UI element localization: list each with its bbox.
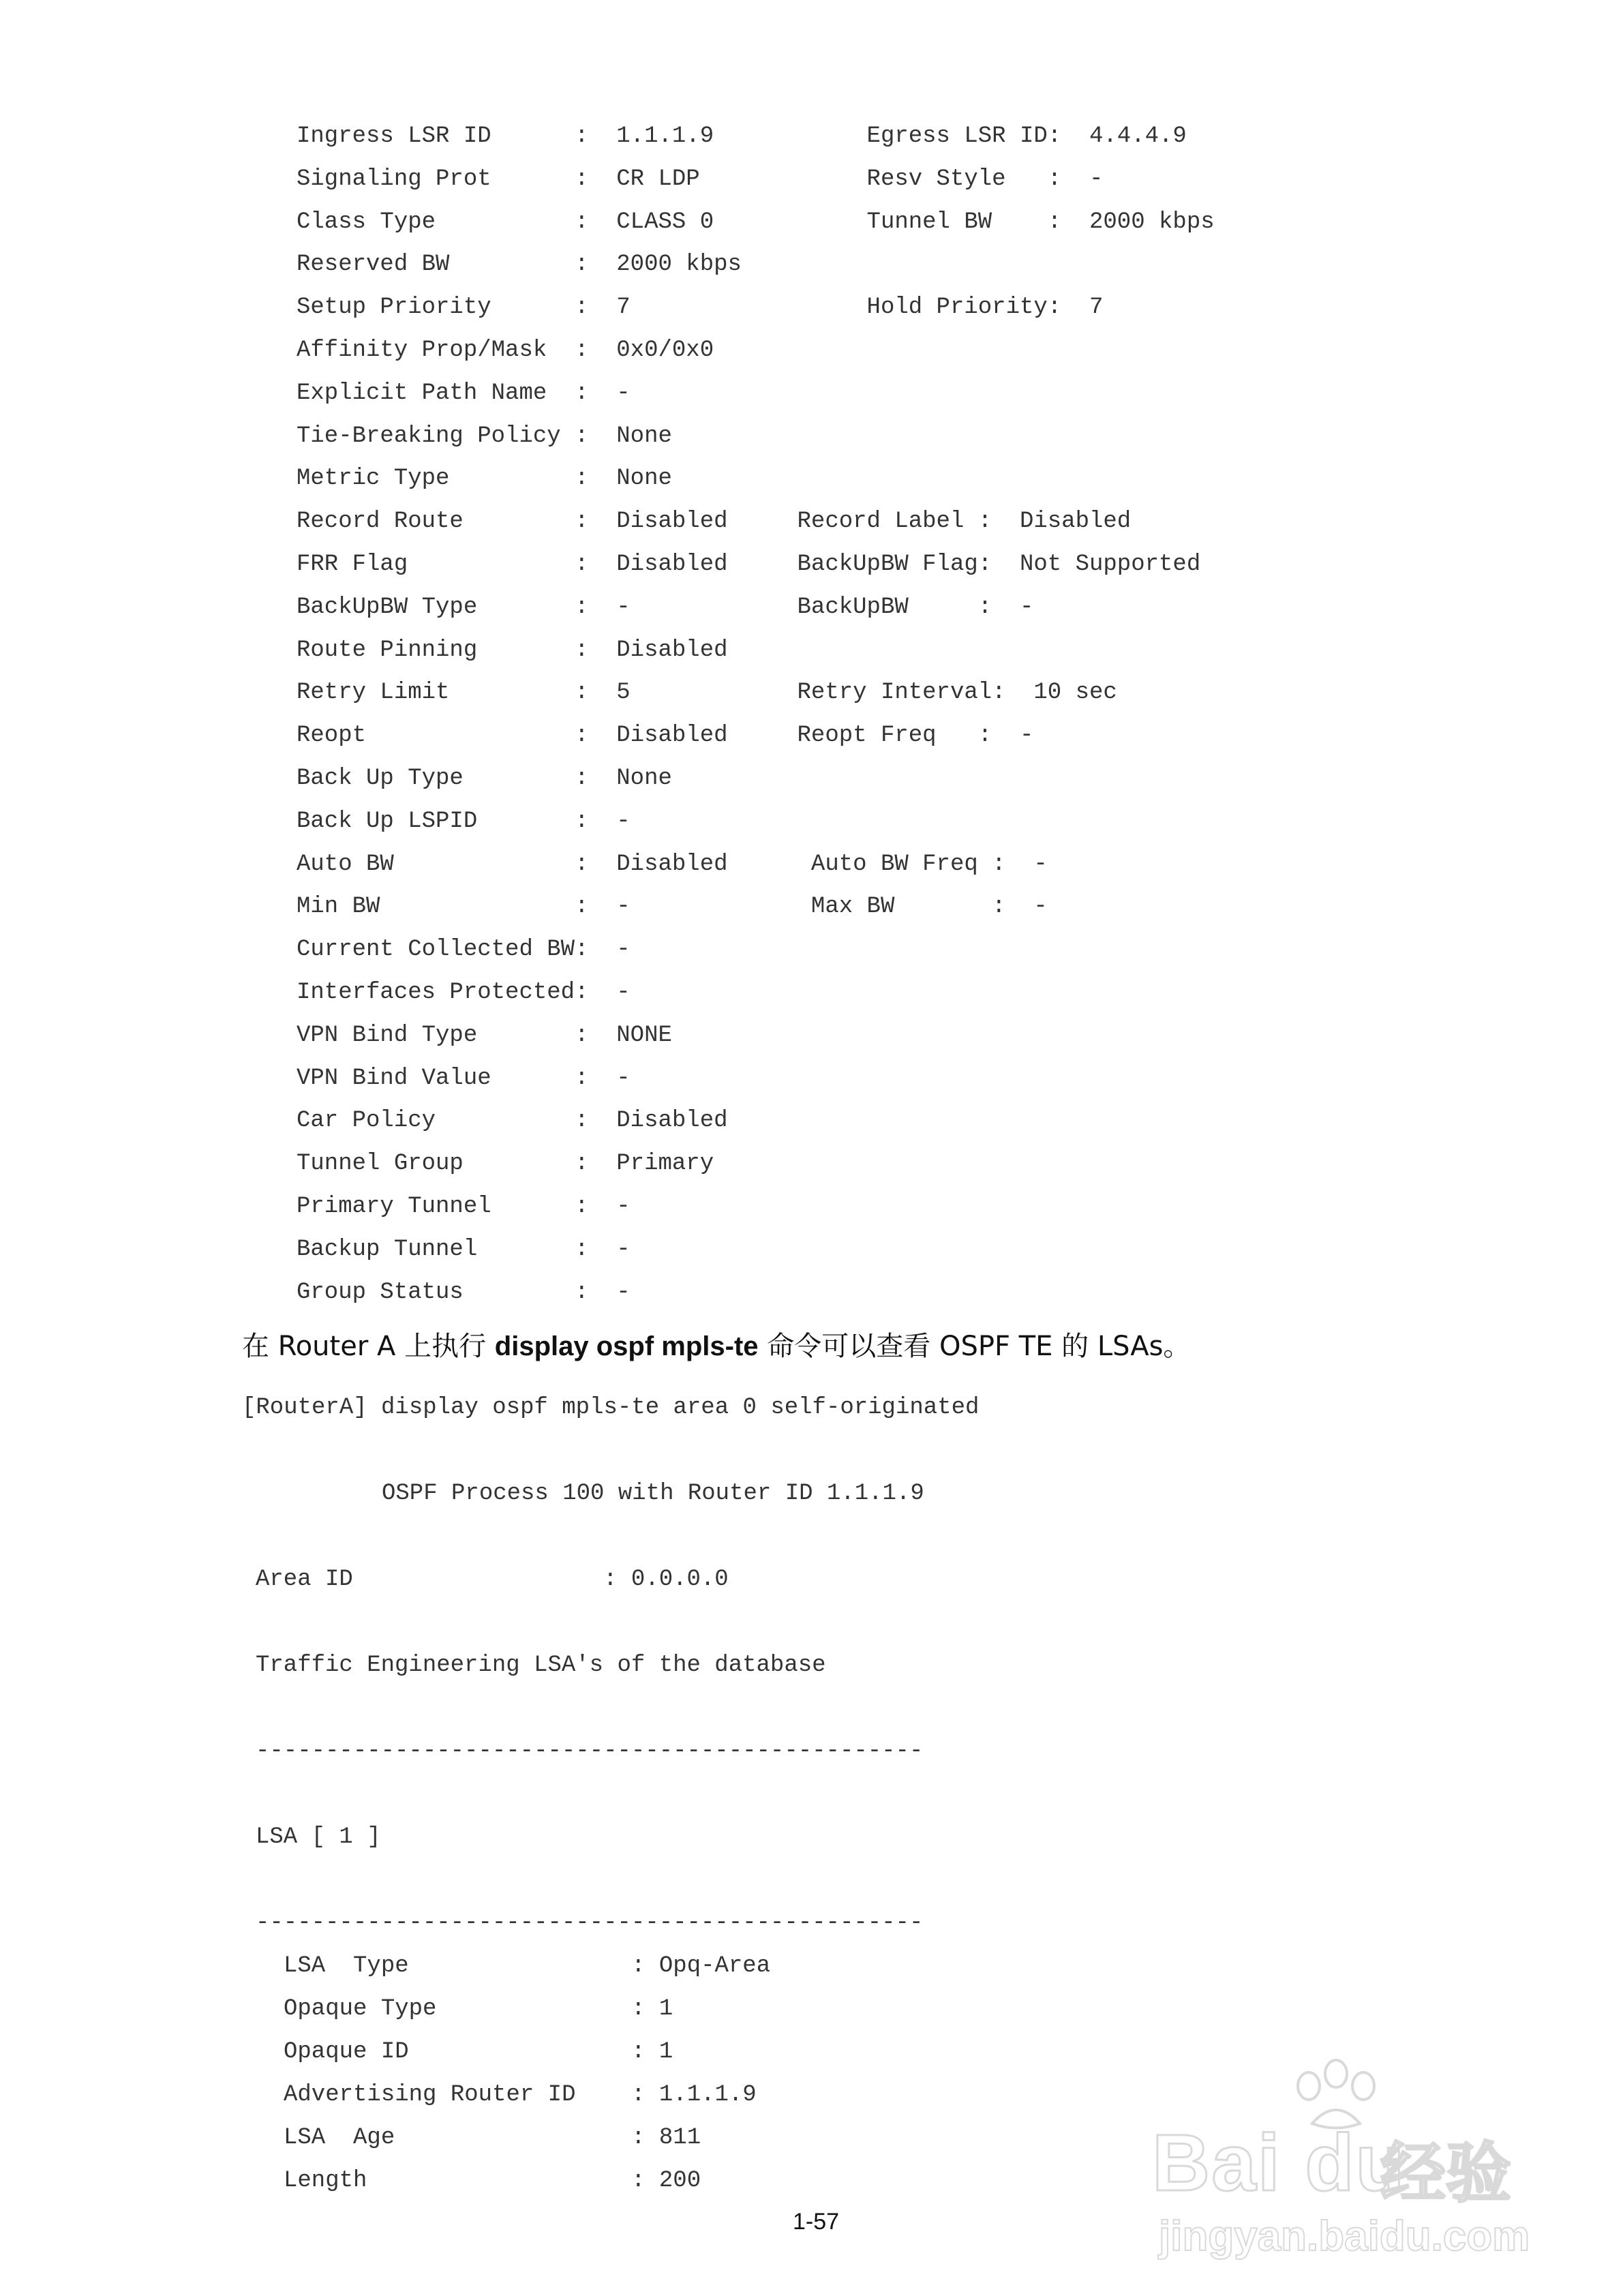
tunnel-field-line: Retry Limit : 5 Retry Interval: 10 sec — [297, 680, 1117, 706]
tunnel-field-line: BackUpBW Type : - BackUpBW : - — [297, 594, 1034, 620]
lsa-age-line: LSA Age : 811 — [284, 2125, 701, 2151]
advertising-router-line: Advertising Router ID : 1.1.1.9 — [284, 2082, 757, 2108]
tunnel-field-line: Back Up Type : None — [297, 766, 672, 791]
opaque-id-line: Opaque ID : 1 — [284, 2039, 673, 2065]
ospf-command-line: [RouterA] display ospf mpls-te area 0 self-originated — [242, 1395, 980, 1421]
instruction-text — [242, 1333, 1190, 1360]
tunnel-field-line: Setup Priority : 7 Hold Priority: 7 — [297, 294, 1104, 320]
tunnel-field-line: Reopt : Disabled Reopt Freq : - — [297, 723, 1034, 749]
tunnel-field-line: Reserved BW : 2000 kbps — [297, 252, 742, 277]
tunnel-field-line: Signaling Prot : CR LDP Resv Style : - — [297, 166, 1104, 192]
page-number: 1-57 — [793, 2209, 840, 2235]
ospf-process-line: OSPF Process 100 with Router ID 1.1.1.9 — [382, 1481, 924, 1507]
tunnel-field-line: Auto BW : Disabled Auto BW Freq : - — [297, 851, 1048, 877]
watermark-url: jingyan.baidu.com — [1159, 2213, 1530, 2260]
instruction-prefix: 在 Router A 上执行 — [242, 1331, 495, 1362]
tunnel-field-line: VPN Bind Value : - — [297, 1066, 631, 1091]
tunnel-field-line: Back Up LSPID : - — [297, 809, 631, 834]
separator-line: ------------------------------------------------ — [256, 1738, 924, 1764]
tunnel-field-line: Route Pinning : Disabled — [297, 637, 728, 663]
tunnel-field-line: Record Route : Disabled Record Label : Disabled — [297, 509, 1132, 534]
tunnel-field-line: Metric Type : None — [297, 466, 672, 492]
te-lsa-title: Traffic Engineering LSA's of the database — [256, 1652, 826, 1678]
tunnel-field-line: VPN Bind Type : NONE — [297, 1023, 672, 1048]
tunnel-field-line: Interfaces Protected: - — [297, 980, 631, 1006]
tunnel-field-line: Group Status : - — [297, 1280, 631, 1305]
instruction-suffix: 命令可以查看 OSPF TE 的 LSAs。 — [758, 1331, 1191, 1362]
tunnel-field-line: Tie-Breaking Policy : None — [297, 423, 672, 449]
tunnel-field-line: Primary Tunnel : - — [297, 1194, 631, 1220]
lsa-index-line: LSA [ 1 ] — [256, 1824, 381, 1850]
tunnel-field-line: Min BW : - Max BW : - — [297, 894, 1048, 920]
tunnel-field-line: Tunnel Group : Primary — [297, 1151, 714, 1177]
tunnel-field-line: Explicit Path Name : - — [297, 380, 631, 406]
tunnel-field-line: Ingress LSR ID : 1.1.1.9 Egress LSR ID: 4.4.4.9 — [297, 123, 1187, 149]
tunnel-field-line: Car Policy : Disabled — [297, 1108, 728, 1134]
tunnel-field-line: Backup Tunnel : - — [297, 1237, 631, 1263]
tunnel-field-line: Affinity Prop/Mask : 0x0/0x0 — [297, 337, 714, 363]
watermark-brand: Bai du — [1152, 2118, 1406, 2208]
tunnel-field-line: Current Collected BW: - — [297, 937, 631, 963]
instruction-command: display ospf mpls-te — [494, 1331, 759, 1361]
tunnel-field-line: Class Type : CLASS 0 Tunnel BW : 2000 kbps — [297, 209, 1215, 235]
length-line: Length : 200 — [284, 2168, 701, 2194]
watermark-cn: 经验 — [1380, 2135, 1511, 2211]
opaque-type-line: Opaque Type : 1 — [284, 1996, 673, 2022]
baidu-jingyan-watermark — [1152, 2059, 1534, 2263]
separator-line: ------------------------------------------------ — [256, 1910, 924, 1936]
lsa-type-line: LSA Type : Opq-Area — [284, 1953, 771, 1979]
tunnel-field-line: FRR Flag : Disabled BackUpBW Flag: Not Supported — [297, 552, 1201, 577]
area-id-line: Area ID : 0.0.0.0 — [256, 1567, 729, 1592]
